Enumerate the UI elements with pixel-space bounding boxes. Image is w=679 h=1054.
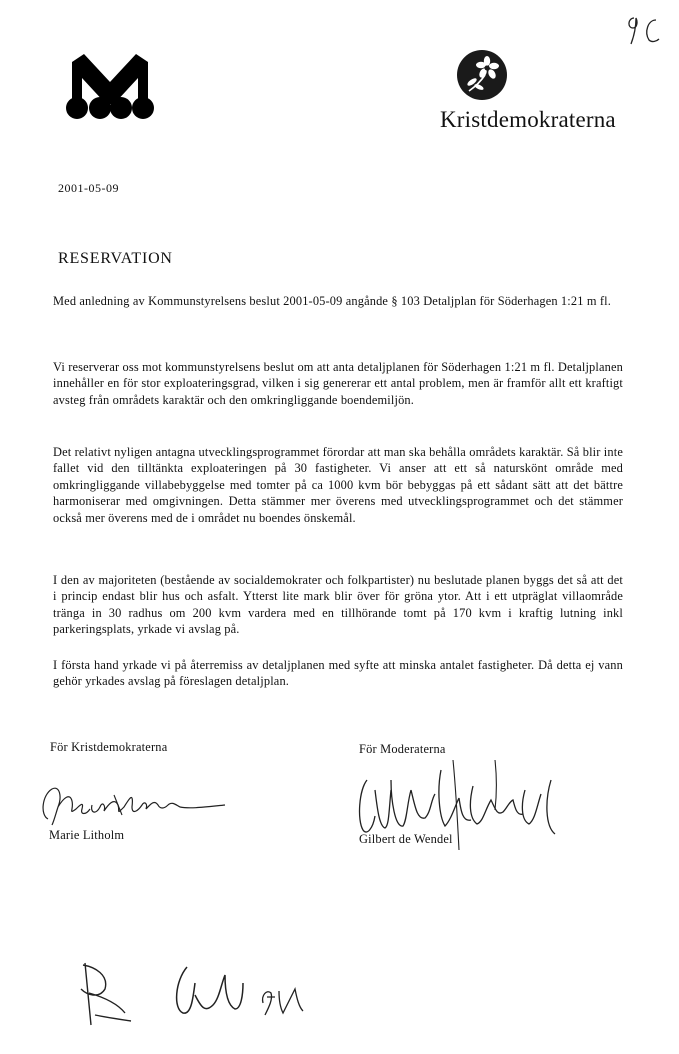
handwritten-page-annotation: [622, 10, 672, 50]
flower-emblem-icon: [456, 49, 508, 101]
body-paragraph: I första hand yrkade vi på återremiss av detaljplanen med syfte att minska antalet fastigheter. Då detta ej vann gehör yrkades avslag på föreslagen detaljplan.: [53, 658, 623, 689]
body-paragraph: Det relativt nyligen antagna utvecklingsprogrammet förordar att man ska behålla områdets karaktär. Så blir inte fallet vid den tilltänkta exploateringen på 30 fastigheter. Vi anser att ett så naturskönt område med omkringliggande villabebyggelse med tomter på ca 1000 kvm bör bebyggas på ett sådant sätt att det bättre harmoniserar med omgivningen. Detta stämmer mer överens med utvecklingsprogrammet och det stämmer också mer överens med de i området nu boendes önskemål.: [53, 445, 623, 525]
handwritten-signature-kd: [30, 775, 250, 835]
body-paragraph: I den av majoriteten (bestående av socialdemokrater och folkpartister) nu beslutade planen byggs det så att det i princip endast blir hus och asfalt. Ytterst lite mark blir över för gröna ytor. Att i ett utpräglat villaområde tränga in 30 radhus om 200 kvm vardera med en tillhörande tomt på 170 kvm i kraftig lutning inkl parkeringsplats, yrkade vi avslag på.: [53, 573, 623, 637]
document-date: 2001-05-09: [58, 181, 119, 195]
signature-label-moderaterna: För Moderaterna: [359, 742, 446, 756]
signatory-name-moderaterna: Gilbert de Wendel: [359, 832, 453, 846]
moderaterna-logo-icon: [62, 48, 158, 122]
party-name-kristdemokraterna: Kristdemokraterna: [440, 107, 616, 132]
handwritten-initials: [75, 955, 335, 1030]
signatory-name-kd: Marie Litholm: [49, 828, 125, 842]
intro-paragraph: Med anledning av Kommunstyrelsens beslut 2001-05-09 angånde § 103 Detaljplan för Söderhagen 1:21 m fl.: [53, 294, 611, 308]
document-title: RESERVATION: [58, 250, 173, 267]
signature-label-kd: För Kristdemokraterna: [50, 740, 168, 754]
body-paragraph: Vi reserverar oss mot kommunstyrelsens beslut om att anta detaljplanen för Söderhagen 1:21 m fl. Detaljplanen innehåller en för stor exploateringsgrad, vilken i sig genererar ett antal problem, men är framför allt ett kraftigt avsteg från områdets karaktär och den omkringliggande boendemiljön.: [53, 360, 623, 407]
